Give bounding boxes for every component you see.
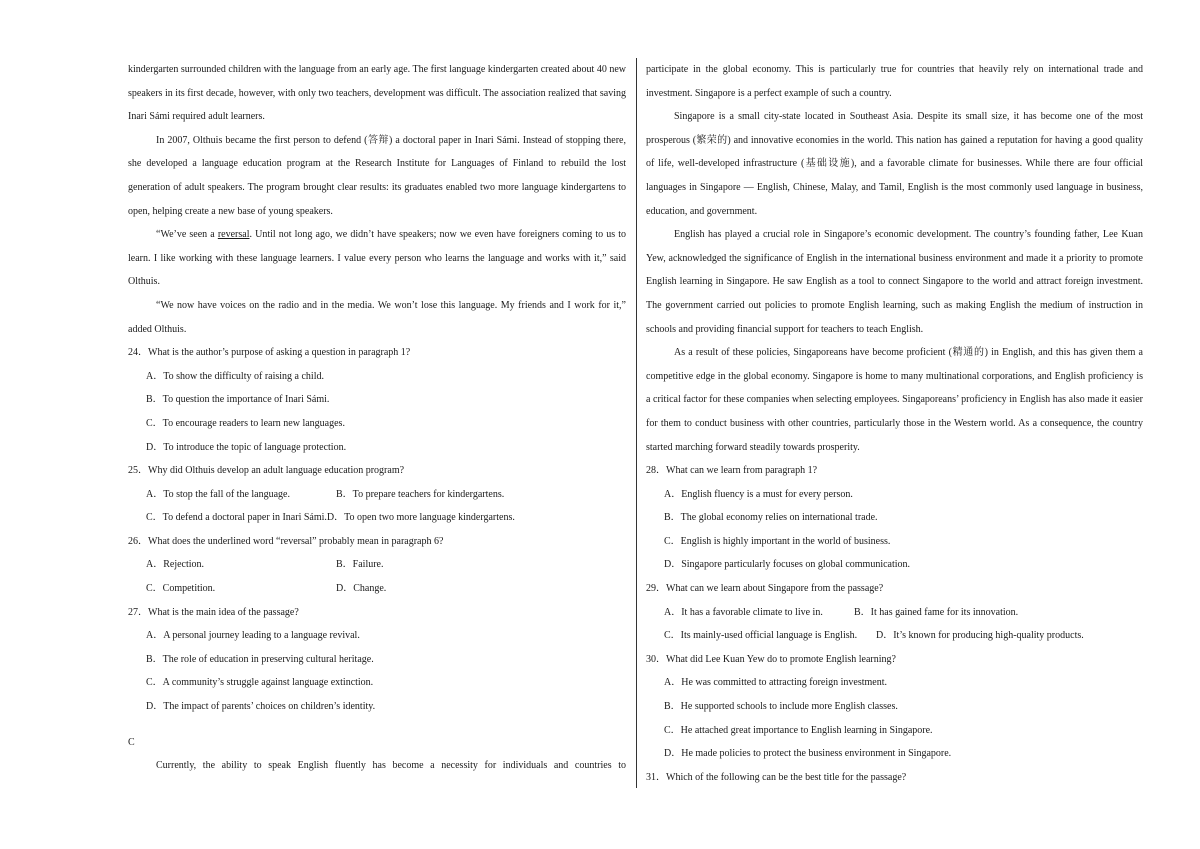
question-28-stem: 28．What can we learn from paragraph 1? [646, 465, 818, 477]
question-29-options-row [646, 624, 1143, 648]
question-30-option-a[interactable]: A．He was committed to attracting foreign investment. [664, 677, 887, 689]
question-29-stem: 29．What can we learn about Singapore from the passage? [646, 583, 884, 595]
section-letter-c: C [128, 736, 135, 748]
question-26-option-d[interactable]: D．Change. [336, 583, 387, 595]
question-28-option-d[interactable]: D．Singapore particularly focuses on global communication. [664, 559, 911, 571]
question-26-options-row [128, 577, 626, 601]
question-31-stem: 31．Which of the following can be the best title for the passage? [646, 771, 907, 783]
question-25-options-row [128, 483, 626, 507]
question-24-option-b[interactable]: B．To question the importance of Inari Sámi. [146, 394, 330, 406]
question-26-options-row [128, 553, 626, 577]
quote-text: “We’ve seen a [156, 229, 218, 241]
question-28-option-a[interactable]: A．English fluency is a must for every person. [664, 488, 853, 500]
question-27-option-d[interactable]: D．The impact of parents’ choices on children’s identity. [146, 701, 376, 713]
question-29-option-d[interactable]: D．It’s known for producing high-quality products. [876, 630, 1084, 642]
question-26-option-a[interactable]: A．Rejection. [146, 559, 205, 571]
question-25-option-c[interactable]: C．To defend a doctoral paper in Inari Sámi. [146, 512, 327, 524]
question-25-options-row [128, 506, 626, 530]
passage-c-paragraph: As a result of these policies, Singaporeans have become proficient (精通的) in English, and this has given them a competitive edge in the global economy. Singapore is home to many multinational corporations, and English proficiency is a critical factor for these companies when selecting employees. Singaporeans’ proficiency in English has also made it easier for them to conduct business with other countries, particularly those in the Western world. As a consequence, the country started marching forward steadily towards prosperity. [646, 347, 1143, 453]
question-26-option-b[interactable]: B．Failure. [336, 559, 384, 571]
question-26-stem: 26．What does the underlined word “reversal” probably mean in paragraph 6? [128, 535, 444, 547]
passage-b-paragraph: kindergarten surrounded children with the language from an early age. The first language kindergarten created about 40 new speakers in its first decade, however, with only two teachers, development was difficult. The association realized that saving Inari Sámi required adult learners. [128, 64, 626, 123]
right-column [646, 58, 1143, 789]
question-30-option-c[interactable]: C．He attached great importance to English learning in Singapore. [664, 724, 933, 736]
quote-text: . Until not long ago, we didn’t have speakers; now we even have foreigners coming to us to learn. I like working with these language learners. I value every person who learns the language and works with it,” said Olthuis. [128, 229, 626, 288]
question-29-option-c[interactable]: C．Its mainly-used official language is English. [664, 630, 858, 642]
question-29-option-a[interactable]: A．It has a favorable climate to live in. [664, 606, 823, 618]
underlined-word-reversal: reversal [217, 229, 250, 241]
column-divider [636, 58, 637, 788]
question-25-option-b[interactable]: B．To prepare teachers for kindergartens. [336, 488, 505, 500]
passage-b-paragraph [128, 223, 626, 294]
question-25-stem: 25．Why did Olthuis develop an adult language education program? [128, 465, 405, 477]
question-26-option-c[interactable]: C．Competition. [146, 583, 216, 595]
passage-c-paragraph: Singapore is a small city-state located in Southeast Asia. Despite its small size, it has become one of the most prosperous (繁荣的) and innovative economies in the world. This nation has gained a reputation for having a good quality of life, well-developed infrastructure (基础设施), and a favorable climate for businesses. While there are four official languages in Singapore — English, Chinese, Malay, and Tamil, English is the most commonly used language in business, education, and government. [646, 111, 1143, 217]
question-27-option-c[interactable]: C．A community’s struggle against language extinction. [146, 677, 374, 689]
question-24-option-d[interactable]: D．To introduce the topic of language protection. [146, 441, 347, 453]
passage-c-paragraph-start: Currently, the ability to speak English fluently has become a necessity for individuals and countries to [156, 760, 626, 772]
question-27-stem: 27．What is the main idea of the passage? [128, 606, 299, 618]
question-28-option-b[interactable]: B．The global economy relies on international trade. [664, 512, 878, 524]
question-24-option-c[interactable]: C．To encourage readers to learn new languages. [146, 417, 345, 429]
question-29-options-row [646, 601, 1143, 625]
question-24-option-a[interactable]: A．To show the difficulty of raising a child. [146, 370, 324, 382]
question-27-option-a[interactable]: A．A personal journey leading to a language revival. [146, 630, 360, 642]
question-30-option-b[interactable]: B．He supported schools to include more English classes. [664, 701, 898, 713]
passage-c-paragraph: English has played a crucial role in Singapore’s economic development. The country’s founding father, Lee Kuan Yew, acknowledged the significance of English in the international business environment and made it a priority to promote English learning in Singapore. He saw English as a tool to connect Singapore to the world and attract foreign investment. The government carried out policies to promote English learning, such as making English the medium of instruction in schools and providing financial support for teachers to teach English. [646, 229, 1143, 335]
question-25-option-a[interactable]: A．To stop the fall of the language. [146, 488, 290, 500]
passage-b-paragraph: “We now have voices on the radio and in the media. We won’t lose this language. My friends and I work for it,” added Olthuis. [128, 299, 626, 335]
question-28-option-c[interactable]: C．English is highly important in the world of business. [664, 535, 891, 547]
question-27-option-b[interactable]: B．The role of education in preserving cultural heritage. [146, 653, 374, 665]
question-30-option-d[interactable]: D．He made policies to protect the business environment in Singapore. [664, 748, 952, 760]
passage-b-paragraph: In 2007, Olthuis became the first person to defend (答辩) a doctoral paper in Inari Sámi. Instead of stopping there, she developed a language education program at the Research Institute for Languages of Finland to rebuild the lost generation of adult speakers. The program brought clear results: its graduates enabled two more language kindergartens to open, helping create a new base of young speakers. [128, 134, 626, 217]
passage-c-paragraph: participate in the global economy. This is particularly true for countries that heavily rely on international trade and investment. Singapore is a perfect example of such a country. [646, 64, 1143, 99]
left-column [128, 58, 626, 778]
question-29-option-b[interactable]: B．It has gained fame for its innovation. [854, 606, 1019, 618]
question-25-option-d[interactable]: D．To open two more language kindergartens. [326, 512, 515, 524]
question-24-stem: 24．What is the author’s purpose of asking a question in paragraph 1? [128, 347, 411, 359]
question-30-stem: 30．What did Lee Kuan Yew do to promote English learning? [646, 653, 896, 665]
